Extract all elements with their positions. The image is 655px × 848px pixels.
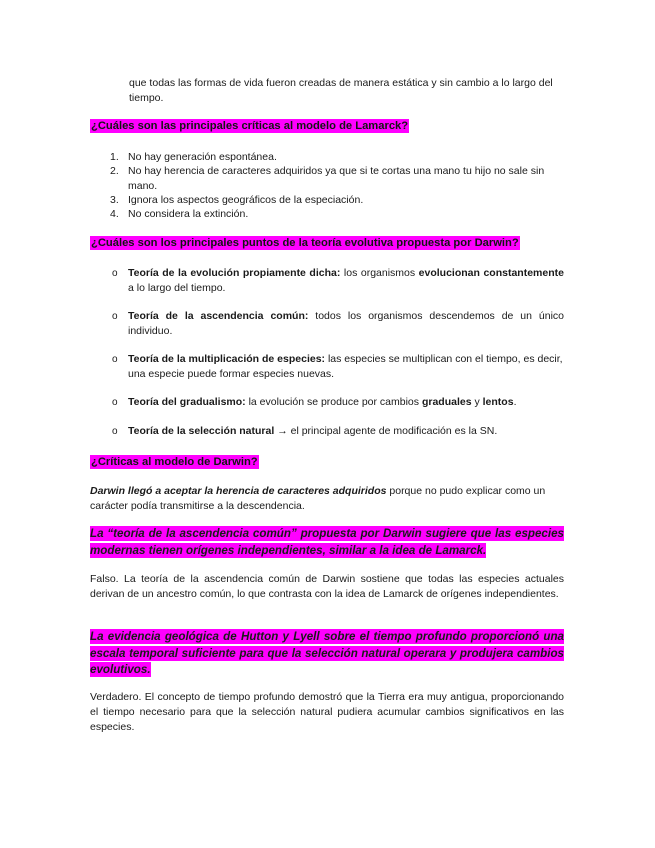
darwin-point-common-descent: o Teoría de la ascendencia común: todos los organismos descendemos de un único individuo. xyxy=(112,310,564,338)
bullet-marker: o xyxy=(112,397,118,408)
darwin-point-natural-selection: o Teoría de la selección natural → el principal agente de modificación es la SN. xyxy=(90,424,564,439)
darwin-criticism-text: Darwin llegó a aceptar la herencia de caracteres adquiridos porque no pudo explicar como un carácter podía transmitirse a la descendencia. xyxy=(90,485,546,513)
true-false-statement-2: La evidencia geológica de Hutton y Lyell sobre el tiempo profundo proporcionó una escala temporal suficiente para que la selección natural operara y produjera cambios evolutivos. xyxy=(90,630,564,676)
arrow-icon: → xyxy=(274,425,291,437)
section-heading-darwin-criticism: ¿Críticas al modelo de Darwin? xyxy=(91,456,258,468)
answer-1: Falso. La teoría de la ascendencia común de Darwin sostiene que todas las especies actuales derivan de un ancestro común, lo que contrasta con la idea de Lamarck de orígenes independientes. xyxy=(90,573,564,601)
list-item: 1. No hay generación espontánea. xyxy=(110,151,277,163)
section-heading-darwin-points: ¿Cuáles son los principales puntos de la teoría evolutiva propuesta por Darwin? xyxy=(91,237,519,249)
section-heading-lamarck: ¿Cuáles son las principales críticas al modelo de Lamarck? xyxy=(91,120,409,132)
bullet-marker: o xyxy=(112,311,118,322)
bullet-marker: o xyxy=(112,354,118,365)
lamarck-criticism-list xyxy=(90,150,564,221)
answer-2: Verdadero. El concepto de tiempo profundo demostró que la Tierra era muy antigua, proporcionando el tiempo necesario para que la selección natural pudiera acumular cambios significativos en las especies. xyxy=(90,691,564,734)
bullet-marker: o xyxy=(112,268,118,279)
darwin-point-multiplication: o Teoría de la multiplicación de especies: las especies se multiplican con el tiempo, es decir, una especie puede formar especies nuevas. xyxy=(112,353,563,381)
list-item: 4. No considera la extinción. xyxy=(110,208,249,221)
list-item: 3. Ignora los aspectos geográficos de la especiación. xyxy=(110,193,364,206)
true-false-statement-1: La “teoría de la ascendencia común” propuesta por Darwin sugiere que las especies modernas tienen orígenes independientes, similar a la idea de Lamarck. xyxy=(90,527,564,557)
bullet-marker: o xyxy=(112,426,118,437)
intro-text: que todas las formas de vida fueron creadas de manera estática y sin cambio a lo largo del tiempo. xyxy=(129,77,553,105)
darwin-point-evolution: o Teoría de la evolución propiamente dicha: los organismos evolucionan constantemente a lo largo del tiempo. xyxy=(112,267,564,295)
list-item: 2. No hay herencia de caracteres adquiridos ya que si te cortas una mano tu hijo no sale sin mano. xyxy=(110,165,545,192)
darwin-point-gradualism: o Teoría del gradualismo: la evolución se produce por cambios graduales y lentos. xyxy=(90,395,564,410)
